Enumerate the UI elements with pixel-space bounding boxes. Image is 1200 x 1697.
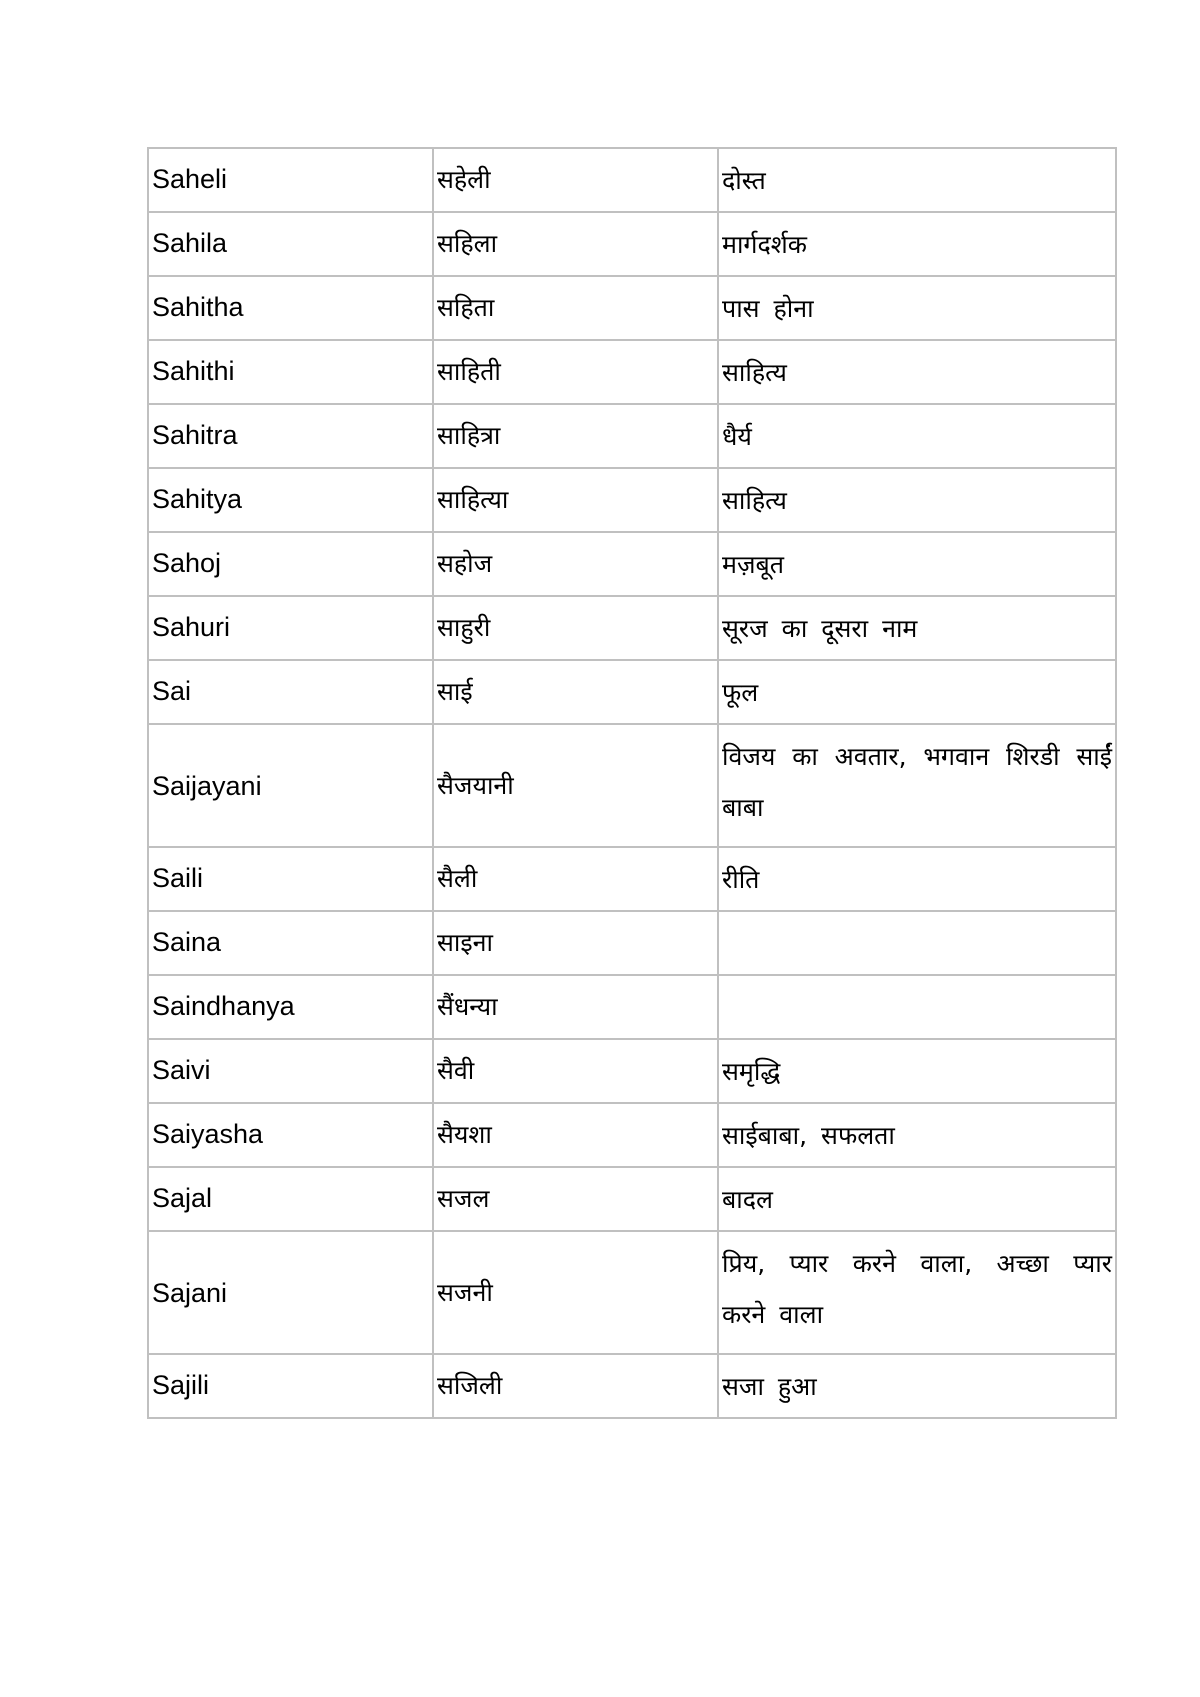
- table-row: [148, 532, 1116, 596]
- meaning-cell: मार्गदर्शक: [718, 212, 1116, 276]
- table-row: [148, 724, 1116, 847]
- table-row: [148, 468, 1116, 532]
- table-row: [148, 404, 1116, 468]
- table-row: [148, 340, 1116, 404]
- hindi-name-cell: सैवी: [433, 1039, 718, 1103]
- table-row: [148, 1039, 1116, 1103]
- english-name-cell: Saivi: [148, 1039, 433, 1103]
- table-row: [148, 212, 1116, 276]
- table-row: [148, 148, 1116, 212]
- english-name-cell: Sajani: [148, 1231, 433, 1354]
- meaning-cell: पास होना: [718, 276, 1116, 340]
- meaning-cell: प्रिय, प्यार करने वाला, अच्छा प्यार करने वाला: [718, 1231, 1116, 1354]
- hindi-name-cell: साहित्रा: [433, 404, 718, 468]
- english-name-cell: Saheli: [148, 148, 433, 212]
- english-name-cell: Sahoj: [148, 532, 433, 596]
- meaning-cell: सूरज का दूसरा नाम: [718, 596, 1116, 660]
- table-row: [148, 1231, 1116, 1354]
- english-name-cell: Sahithi: [148, 340, 433, 404]
- hindi-name-cell: सजिली: [433, 1354, 718, 1418]
- hindi-name-cell: साहिती: [433, 340, 718, 404]
- meaning-cell: रीति: [718, 847, 1116, 911]
- meaning-cell: मज़बूत: [718, 532, 1116, 596]
- hindi-name-cell: साहुरी: [433, 596, 718, 660]
- table-row: [148, 1354, 1116, 1418]
- table-row: [148, 660, 1116, 724]
- table-row: [148, 1167, 1116, 1231]
- english-name-cell: Saiyasha: [148, 1103, 433, 1167]
- meaning-cell: विजय का अवतार, भगवान शिरडी साईं बाबा: [718, 724, 1116, 847]
- hindi-name-cell: सैंधन्या: [433, 975, 718, 1039]
- hindi-name-cell: सैली: [433, 847, 718, 911]
- meaning-cell: बादल: [718, 1167, 1116, 1231]
- english-name-cell: Sajili: [148, 1354, 433, 1418]
- english-name-cell: Sahitra: [148, 404, 433, 468]
- english-name-cell: Sahitya: [148, 468, 433, 532]
- hindi-name-cell: सैजयानी: [433, 724, 718, 847]
- english-name-cell: Saijayani: [148, 724, 433, 847]
- meaning-cell: दोस्त: [718, 148, 1116, 212]
- english-name-cell: Saina: [148, 911, 433, 975]
- hindi-name-cell: साई: [433, 660, 718, 724]
- hindi-name-cell: सहोज: [433, 532, 718, 596]
- meaning-cell: फूल: [718, 660, 1116, 724]
- meaning-cell: साहित्य: [718, 340, 1116, 404]
- table-row: [148, 596, 1116, 660]
- meaning-cell: [718, 911, 1116, 975]
- hindi-name-cell: सैयशा: [433, 1103, 718, 1167]
- meaning-cell: धैर्य: [718, 404, 1116, 468]
- english-name-cell: Saindhanya: [148, 975, 433, 1039]
- names-table: [147, 147, 1117, 1419]
- hindi-name-cell: सजनी: [433, 1231, 718, 1354]
- hindi-name-cell: सहिला: [433, 212, 718, 276]
- english-name-cell: Sajal: [148, 1167, 433, 1231]
- hindi-name-cell: सजल: [433, 1167, 718, 1231]
- table-row: [148, 1103, 1116, 1167]
- hindi-name-cell: साइना: [433, 911, 718, 975]
- english-name-cell: Sahuri: [148, 596, 433, 660]
- english-name-cell: Sahila: [148, 212, 433, 276]
- meaning-cell: साहित्य: [718, 468, 1116, 532]
- table-row: [148, 847, 1116, 911]
- english-name-cell: Saili: [148, 847, 433, 911]
- english-name-cell: Sai: [148, 660, 433, 724]
- table-row: [148, 276, 1116, 340]
- hindi-name-cell: सहेली: [433, 148, 718, 212]
- english-name-cell: Sahitha: [148, 276, 433, 340]
- table-row: [148, 911, 1116, 975]
- meaning-cell: साईबाबा, सफलता: [718, 1103, 1116, 1167]
- hindi-name-cell: साहित्या: [433, 468, 718, 532]
- hindi-name-cell: सहिता: [433, 276, 718, 340]
- meaning-cell: सजा हुआ: [718, 1354, 1116, 1418]
- meaning-cell: [718, 975, 1116, 1039]
- meaning-cell: समृद्धि: [718, 1039, 1116, 1103]
- table-row: [148, 975, 1116, 1039]
